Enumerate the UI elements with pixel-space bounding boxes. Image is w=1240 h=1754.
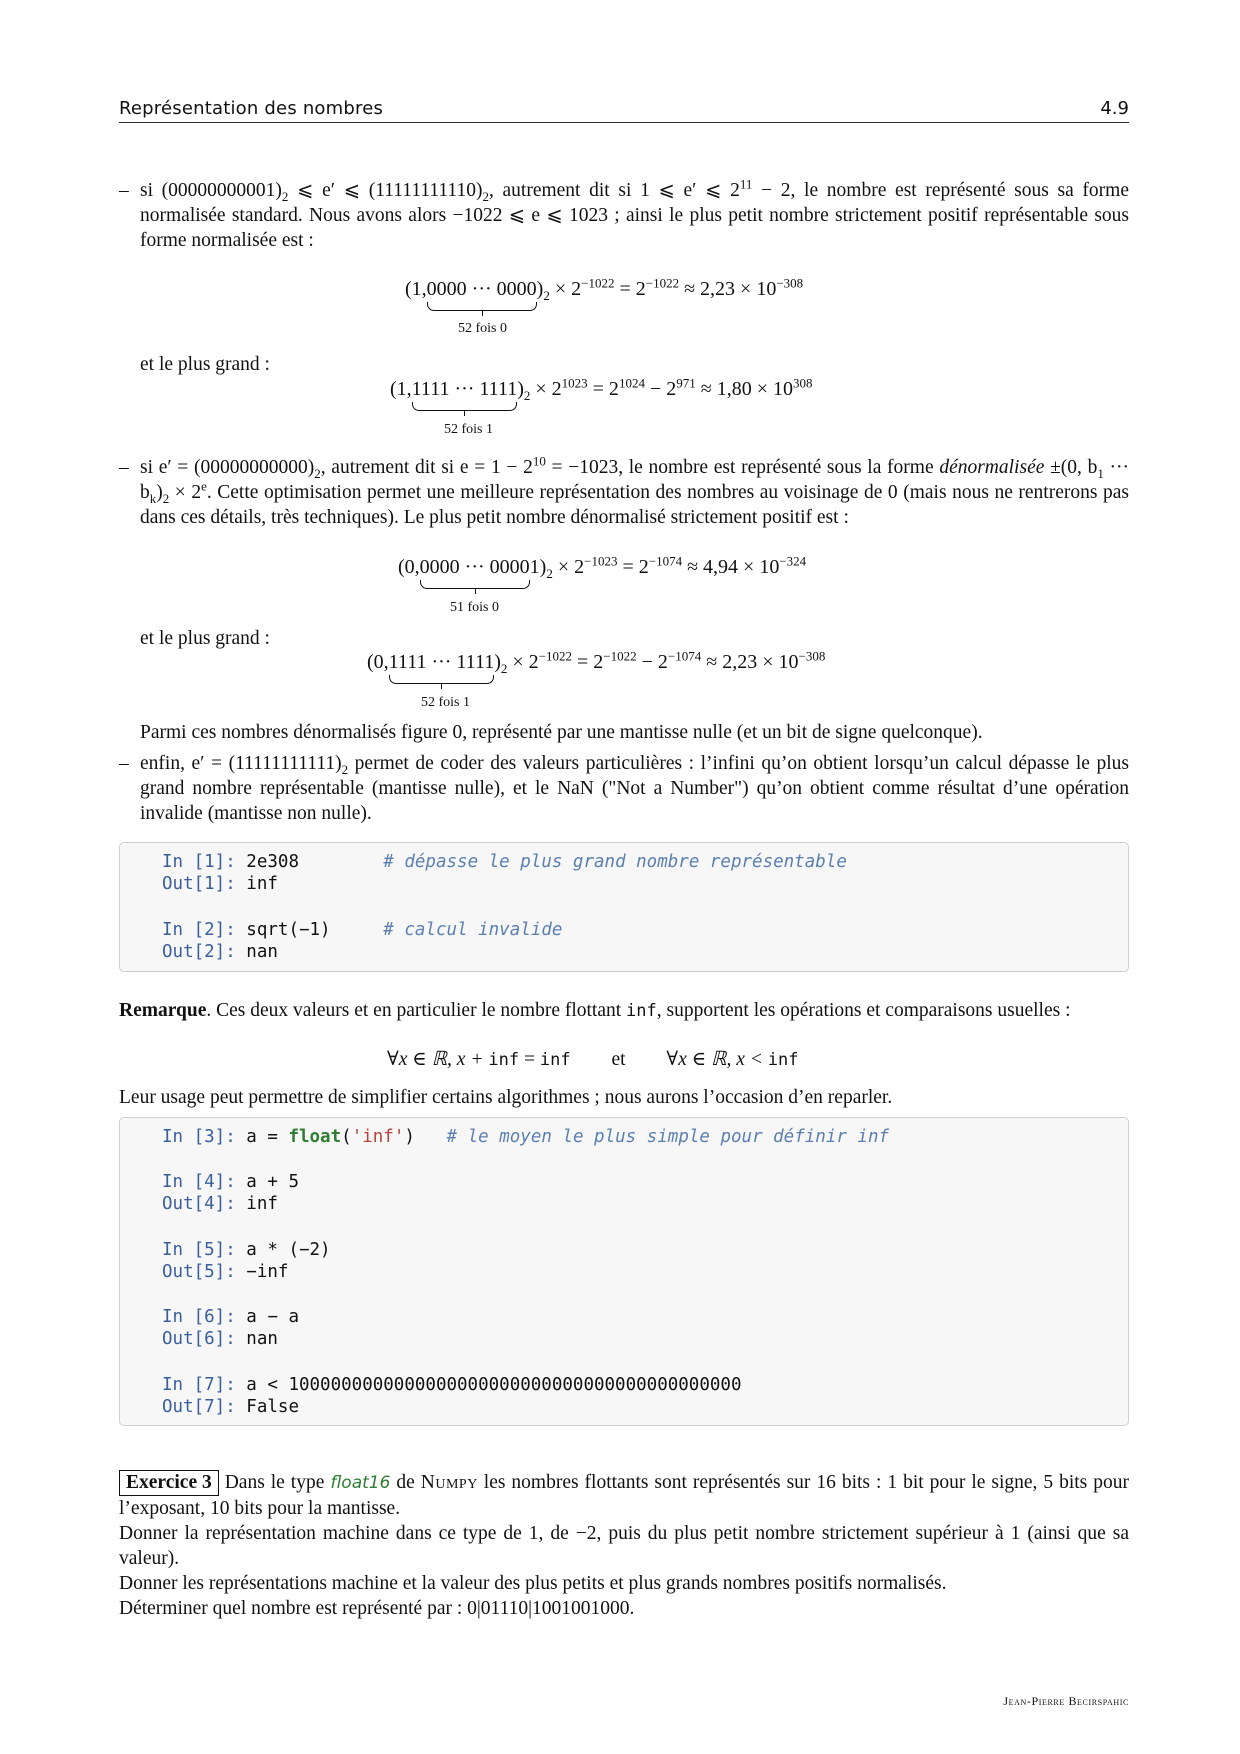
superscript: 11 (739, 176, 753, 192)
brace-label: 52 fois 0 (458, 321, 507, 336)
code-cell-2 (119, 1117, 1129, 1426)
chapter-title: Représentation des nombres (119, 98, 384, 119)
code-line: Out[2]: nan (162, 942, 278, 962)
text: , autrement dit si 1 ⩽ e′ ⩽ 2 (488, 180, 740, 201)
remark-formula: ∀x ∈ ℝ, x + inf = inf et ∀x ∈ ℝ, x < inf (387, 1049, 799, 1070)
code-line: Out[6]: nan (162, 1329, 278, 1349)
brace-label: 52 fois 1 (421, 695, 470, 710)
exercise-line: Donner les représentations machine et la valeur des plus petits et plus grands nombres positifs normalisés. (119, 1573, 947, 1594)
equation-max-denormalized: (0,1111 ··· 1111 )$_2 \times 2^{-1022} = 2^{-1022} - 2^{-1074} \approx 2,23 \times 10^{-308}$ (367, 650, 825, 675)
exercise-label: Exercice 3 (119, 1470, 219, 1496)
remark: Remarque. Ces deux valeurs et en particulier le nombre flottant inf, supportent les opérations et comparaisons usuelles : (119, 1000, 1071, 1021)
brace-label: 51 fois 0 (450, 600, 499, 615)
item-special: – enfin, $e' = (11111111111)_2$ permet de coder des valeurs particulières : l’infini qu’on obtient lorsqu’un calcul dépasse le plus grand nombre représentable (mantisse nulle), et le NaN ("Not a Number") qu’on obtient comme résultat d’une opération invalide (mantisse non nulle). (119, 753, 1129, 824)
code-line: In [4]: a + 5 (162, 1172, 299, 1192)
list-dash: – (119, 753, 129, 774)
code-line: In [3]: a = float('inf') # le moyen le plus simple pour définir inf (162, 1127, 890, 1147)
code-line: In [5]: a * (−2) (162, 1240, 331, 1260)
brace-label: 52 fois 1 (444, 422, 493, 437)
underbrace (389, 675, 495, 684)
remark-title: Remarque (119, 1000, 207, 1021)
text: si (00000000001) (140, 180, 282, 201)
list-dash: – (119, 457, 129, 478)
equation-max-normalized: (1,1111 ··· 1111 )$_2 \times 2^{1023} = 2^{1024} - 2^{971} \approx 1,80 \times 10^{308}$ (390, 377, 812, 402)
code-line: Out[5]: −inf (162, 1262, 289, 1282)
text: ⩽ e′ ⩽ (11111111110) (288, 180, 483, 201)
exercise-line: Déterminer quel nombre est représenté par : 0|01110|1001001000. (119, 1598, 635, 1619)
code-cell-1 (119, 842, 1129, 972)
zero-note: Parmi ces nombres dénormalisés figure 0, représenté par une mantisse nulle (et un bit de signe quelconque). (140, 722, 983, 743)
underbrace (412, 402, 518, 411)
code-line: Out[7]: False (162, 1397, 299, 1417)
code-line: In [7]: a < 1000000000000000000000000000000000000000000 (162, 1375, 742, 1395)
remark-after: Leur usage peut permettre de simplifier certains algorithmes ; nous aurons l’occasion d’en reparler. (119, 1087, 893, 1108)
text: − 2, le nombre est représenté sous sa forme normalisée standard. Nous avons alors −1022 ⩽ e ⩽ 1023 ; ainsi le plus petit nombre strictement positif représentable sous forme normalisée est : (140, 180, 1129, 251)
code-line: In [1]: 2e308 # dépasse le plus grand nombre représentable (162, 852, 847, 872)
equation-min-normalized: (1,0000 ··· 0000 )$_2 \times 2^{-1022} = 2^{-1022} \approx 2,23 \times 10^{-308}$ (405, 277, 803, 302)
underbrace (427, 302, 537, 311)
largest-label: et le plus grand : (140, 354, 270, 375)
largest-label: et le plus grand : (140, 628, 270, 649)
page-number: 4.9 (1100, 98, 1129, 119)
item-normalized (119, 178, 1129, 253)
code-line: Out[4]: inf (162, 1194, 278, 1214)
underbrace (420, 580, 530, 589)
code-line: In [6]: a − a (162, 1307, 299, 1327)
exercise: Exercice 3 Dans le type float16 de Numpy les nombres flottants sont représentés sur 16 bits : 1 bit pour le signe, 5 bits pour l’exposant, 10 bits pour la mantisse. Donner la représentation machine dans ce type de 1, de −2, puis du plus petit nombre strictement supérieur à 1 (ainsi que sa valeur). Donner les représentations machine et la valeur des plus petits et plus grands nombres positifs normalisés. Déterminer quel nombre est représenté par : 0|01110|1001001000. (119, 1472, 1129, 1619)
subscript: 2 (482, 188, 489, 204)
exercise-line: Donner la représentation machine dans ce type de 1, de −2, puis du plus petit nombre strictement supérieur à 1 (ainsi que sa valeur). (119, 1523, 1129, 1569)
code-line: Out[1]: inf (162, 874, 278, 894)
subscript: 2 (281, 188, 289, 204)
list-dash: – (119, 180, 129, 201)
item-denormalized: – si $e' = (00000000000)_2$, autrement dit si $e = 1 - 2^{10} = -1023$, le nombre est représenté sous la forme dénormalisée ±(0, $b_1$ ··· $b_k)_2 \times 2^e$. Cette optimisation permet une meilleure représentation des nombres au voisinage de 0 (mais nous ne rentrerons pas dans ces détails, très techniques). Le plus petit nombre dénormalisé strictement positif est : (119, 453, 1129, 528)
page-header (119, 96, 1129, 123)
code-line: In [2]: sqrt(−1) # calcul invalide (162, 920, 563, 940)
page-footer: Jean-Pierre Becirspahic (1003, 1694, 1129, 1708)
equation-min-denormalized: (0,0000 ··· 0000 $1)_2 \times 2^{-1023} = 2^{-1074} \approx 4,94 \times 10^{-324}$ (398, 555, 806, 580)
